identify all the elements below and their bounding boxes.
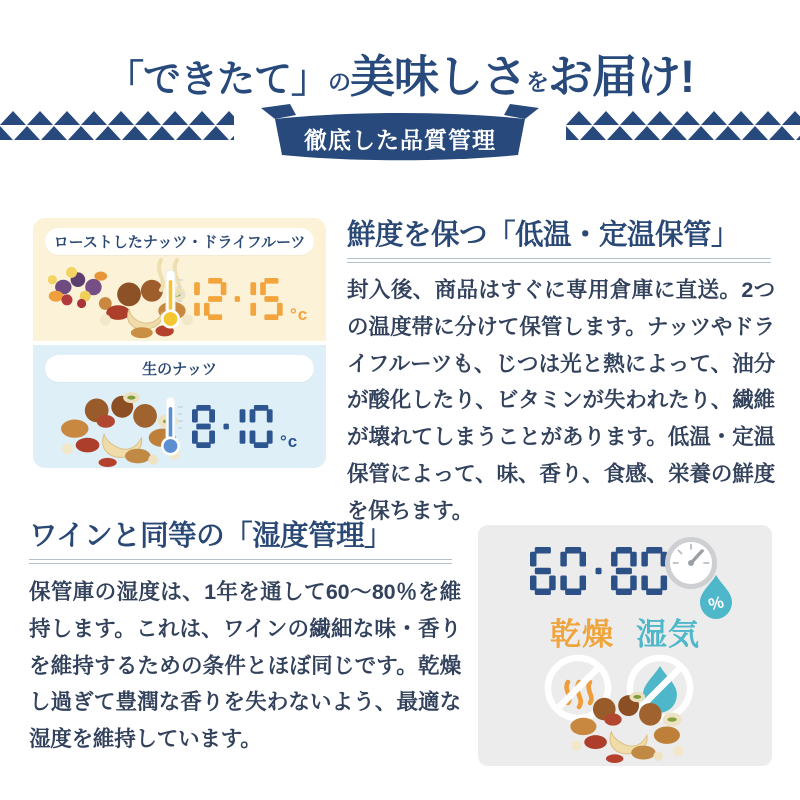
triangle-icon: [81, 111, 107, 125]
thermometer-icon: [161, 395, 185, 457]
triangle-icon: [108, 111, 134, 125]
triangle-icon: [41, 126, 67, 140]
humidity-body-text: 保管庫の湿度は、1年を通して60〜80％を維持します。これは、ワインの繊細な味・香りを維持するための条件とほぼ同じです。乾燥し過ぎて豊潤な香りを失わないよう、最適な湿度を維持しています。: [29, 580, 461, 752]
triangle-icon: [176, 126, 202, 140]
triangle-icon: [566, 111, 592, 125]
triangle-icon: [95, 126, 121, 140]
triangle-icon: [566, 126, 579, 140]
triangle-icon: [162, 111, 188, 125]
temp-display: [192, 278, 283, 320]
triangle-icon: [580, 126, 606, 140]
quality-ribbon: [257, 103, 543, 163]
triangle-icon: [634, 126, 660, 140]
triangle-icon: [755, 111, 781, 125]
triangle-icon: [216, 111, 234, 125]
triangle-icon: [769, 126, 795, 140]
temp-display: [192, 405, 273, 448]
triangle-icon: [728, 111, 754, 125]
triangle-icon: [701, 111, 727, 125]
humid-label: 湿気: [636, 617, 700, 652]
temp-card-raw: [33, 345, 326, 468]
triangle-icon: [607, 126, 633, 140]
title-segment: の: [328, 69, 350, 95]
triangle-icon: [593, 111, 619, 125]
triangle-icon: [230, 126, 234, 140]
triangle-band-right: [566, 111, 800, 141]
title-segment: を: [526, 69, 549, 95]
temperature-reading: [161, 393, 298, 459]
section-divider: [29, 559, 452, 564]
dry-label: 乾燥: [550, 617, 614, 652]
temperature-body-text: 封入後、商品はすぐに専用倉庫に直送。2つの温度帯に分けて保管します。ナッツやドライフルーツも、じつは光と熱によって、油分が酸化したり、ビタミンが失われたり、繊維が壊れてしまうことがあります。低温・定温保管によって、味、香り、食感、栄養の鮮度を保ちます。: [347, 278, 775, 523]
triangle-icon: [0, 126, 13, 140]
triangle-icon: [203, 126, 229, 140]
triangle-icon: [742, 126, 768, 140]
humidity-range-digits: [530, 547, 668, 595]
triangle-icon: [620, 111, 646, 125]
section-heading-temperature: 鮮度を保つ「低温・定温保管」: [347, 219, 740, 251]
title-segment: 美味しさ: [350, 51, 527, 102]
section-divider: [347, 258, 771, 263]
triangle-icon: [674, 111, 700, 125]
triangle-icon: [54, 111, 80, 125]
triangle-icon: [0, 111, 26, 125]
triangle-icon: [715, 126, 741, 140]
triangle-icon: [122, 126, 148, 140]
temp-card-roasted: [33, 218, 326, 341]
triangle-icon: [647, 111, 673, 125]
triangle-icon: [68, 126, 94, 140]
humidity-card: [478, 525, 772, 766]
temp-unit: °c: [290, 305, 309, 324]
card-label: 生のナッツ: [142, 361, 217, 378]
triangle-icon: [661, 126, 687, 140]
triangle-icon: [688, 126, 714, 140]
page-title: [0, 40, 800, 105]
title-segment: お届け!: [548, 51, 695, 102]
temp-unit: °c: [280, 432, 299, 451]
triangle-band-left: [0, 111, 234, 141]
card-label: ローストしたナッツ・ドライフルーツ: [53, 234, 306, 251]
section-heading-humidity: ワインと同等の「湿度管理」: [29, 520, 393, 552]
triangle-icon: [27, 111, 53, 125]
card-label-pill: [45, 355, 314, 382]
raw-nuts-illustration: [560, 683, 692, 763]
triangle-icon: [782, 111, 800, 125]
percent-label: %: [706, 592, 726, 615]
triangle-icon: [189, 111, 215, 125]
thermometer-icon: [161, 268, 185, 330]
triangle-icon: [796, 126, 800, 140]
temperature-reading: [161, 266, 308, 332]
ribbon-label: 徹底した品質管理: [304, 127, 496, 153]
triangle-icon: [135, 111, 161, 125]
humidity-range-display: [530, 547, 668, 595]
triangle-icon: [149, 126, 175, 140]
title-segment: 「できたて」: [105, 59, 328, 101]
triangle-icon: [14, 126, 40, 140]
